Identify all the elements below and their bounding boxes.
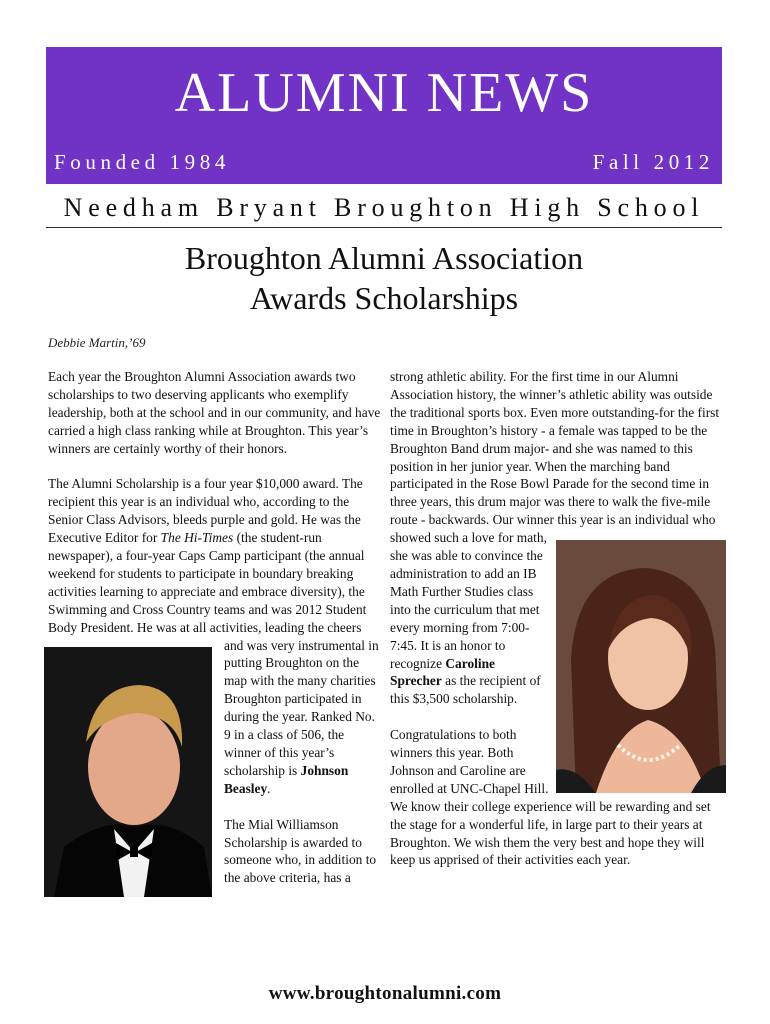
winner-name-johnson: Johnson Beasley: [224, 762, 349, 796]
founded-label: Founded 1984: [54, 150, 230, 174]
text: (the student-run newspaper), a four-year Caps Camp participant (the annual weekend for students to participate in boundary breaking activities learning to appreciate and embrace diversity), the Swimming and Cross Country teams and was 2012 Student Body President. He was at all activities, leading the cheers and was very instrumental in putting Broughton on the map with the many charities Broughton participated in during the year. Ranked No. 9 in a class of 506, the winner of this year’s scholarship is: [48, 530, 379, 778]
text: The Alumni Scholarship is a four year $10,000 award. The recipient this year is an individual who, according to the Senior Class Advisors, bleeds purple and gold. He was the Executive Editor for: [48, 476, 363, 546]
right-column: [390, 368, 724, 887]
paragraph-alumni-scholarship: [48, 475, 384, 797]
photo-caroline-sprecher: [556, 540, 726, 793]
paragraph-intro: Each year the Broughton Alumni Association awards two scholarships to two deserving applicants who exemplify leadership, both at the school and in our community, and have carried a high class ranking while at Broughton. This year’s winners are certainly worthy of their honors.: [48, 369, 381, 456]
byline: Debbie Martin,’69: [48, 335, 146, 350]
paragraph-athletic: [390, 368, 724, 708]
photo-johnson-beasley: [44, 647, 212, 897]
website-url[interactable]: www.broughtonalumni.com: [268, 983, 502, 1004]
paragraph-mial-williamson: The Mial Williamson Scholarship is awarded to someone who, in addition to the above criteria, has a: [224, 816, 377, 886]
text: as the recipient of this $3,500 scholarship.: [390, 673, 541, 707]
winner-name-caroline: Caroline Sprecher: [390, 655, 495, 689]
newspaper-name: The Hi-Times: [160, 530, 234, 546]
text: strong athletic ability. For the first time in our Alumni Association history, the winner’s athletic ability was outside the traditional sports box. Even more outstanding-for the first time in Broughton’s history - a female was tapped to be the Broughton Band drum major- and she was named to this position in her junior year. When the marching band participated in the Rose Bowl Parade for the second time in three years, this drum major was there to walk the five-mile route - backwards. Our winner this year is an individual who showed such a love for math, she was able to convince the administration to add an IB Math Further Studies class into the curriculum that met every morning from 7:00-7:45. It is an honor to recognize: [390, 369, 720, 671]
headline-line-1: Broughton Alumni Association: [184, 240, 584, 276]
divider: [46, 227, 722, 228]
text: .: [267, 780, 271, 796]
masthead-banner: [46, 47, 722, 184]
newsletter-title: ALUMNI NEWS: [174, 62, 594, 124]
article-headline: [46, 238, 722, 318]
headline-line-2: Awards Scholarships: [249, 280, 519, 316]
school-name: Needham Bryant Broughton High School: [63, 193, 705, 222]
issue-season: Fall 2012: [592, 150, 714, 174]
paragraph-congratulations: Congratulations to both winners this year. Both Johnson and Caroline are enrolled at UNC-Chapel Hill. We know their college experience will be rewarding and set the stage for a wonderful life, in large part to their years at Broughton. We wish them the very best and hope they will keep us apprised of their activities each year.: [390, 727, 711, 868]
left-column: [48, 368, 384, 905]
